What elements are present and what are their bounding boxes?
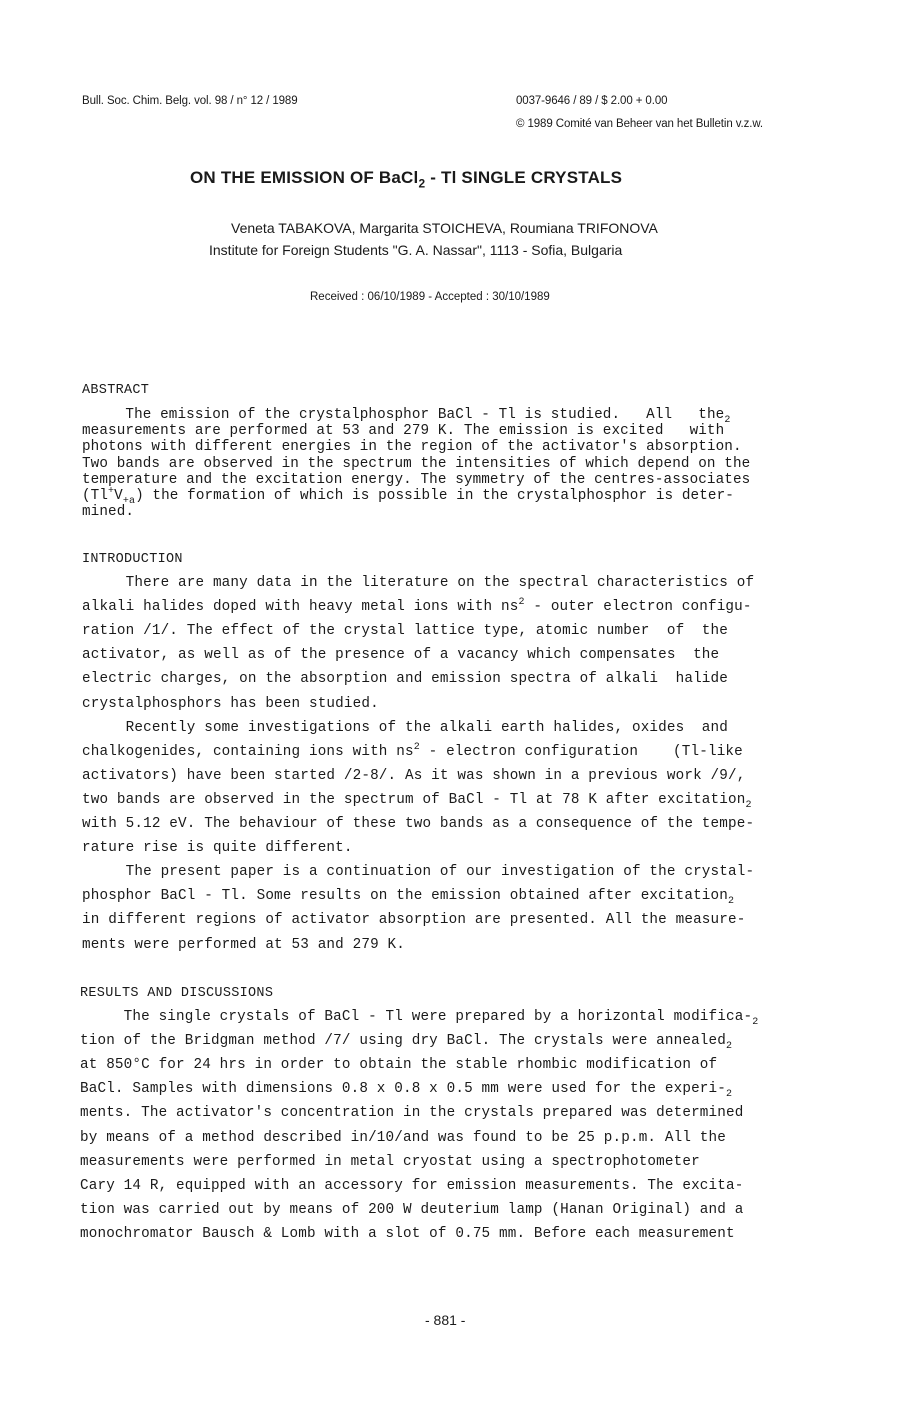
abstract-heading: ABSTRACT — [82, 383, 150, 398]
text-fragment: BaCl — [80, 1081, 115, 1098]
text-line — [82, 888, 735, 908]
title-pre: ON THE EMISSION OF BaCl — [190, 168, 419, 187]
text-line — [82, 575, 754, 591]
text-line — [82, 423, 724, 439]
text-fragment: activator, as well as of the presence of a vacancy which compensates the — [82, 647, 720, 664]
text-line — [80, 1130, 726, 1146]
text-fragment: electric charges, on the absorption and emission spectra of alkali halide — [82, 671, 728, 688]
text-line — [80, 1081, 733, 1101]
text-line — [82, 488, 734, 510]
text-fragment: two bands are observed in the spectrum of BaCl — [82, 791, 484, 808]
text-line — [80, 1105, 743, 1121]
text-fragment: - Tl is studied. All the — [472, 407, 725, 423]
text-fragment: . Samples with dimensions 0.8 x 0.8 x 0.5 mm were used for the experi- — [114, 1081, 726, 1098]
issn-price: 0037-9646 / 89 / $ 2.00 + 0.00 — [516, 95, 668, 107]
text-fragment: at 850°C for 24 hrs in order to obtain the stable rhombic modification of — [80, 1057, 718, 1074]
text-fragment: Two bands are observed in the spectrum the intensities of which depend on the — [82, 455, 751, 472]
text-fragment: The present paper is a continuation of our investigation of the crystal- — [82, 864, 755, 881]
text-fragment: 2 — [726, 1040, 733, 1052]
text-line — [82, 816, 754, 832]
text-fragment: + — [108, 486, 115, 498]
text-fragment: 2 — [724, 414, 731, 426]
text-fragment: chalkogenides, containing ions with ns — [82, 743, 414, 760]
text-fragment: tion of the Bridgman method /7/ using dry BaCl — [80, 1033, 482, 1050]
text-fragment: phosphor BaCl — [82, 888, 196, 905]
text-fragment: temperature and the excitation energy. The symmetry of the centres-associates — [82, 471, 751, 488]
text-line — [82, 439, 742, 455]
text-line — [80, 1202, 743, 1218]
text-line — [82, 407, 731, 426]
text-fragment: mined. — [82, 504, 135, 521]
text-fragment: ments were performed at 53 and 279 K. — [82, 936, 405, 953]
text-line — [80, 1226, 735, 1242]
text-fragment: - outer electron configu- — [524, 599, 752, 616]
text-line — [82, 647, 719, 663]
text-fragment: The emission of the crystalphosphor BaCl — [82, 407, 473, 423]
text-line — [82, 768, 745, 784]
text-fragment: ) the formation of which is possible in the crystalphosphor is deter- — [135, 488, 734, 504]
affiliation: Institute for Foreign Students "G. A. Nassar", 1113 - Sofia, Bulgaria — [209, 242, 623, 258]
title-post: - Tl SINGLE CRYSTALS — [425, 168, 623, 187]
text-fragment: - Tl were prepared by a horizontal modifica- — [359, 1009, 753, 1025]
text-fragment: alkali halides doped with heavy metal ions with ns — [82, 599, 519, 616]
text-line — [82, 696, 379, 712]
text-line — [82, 472, 750, 488]
text-fragment: crystalphosphors has been studied. — [82, 695, 379, 712]
text-fragment: . The crystals were annealed — [481, 1033, 726, 1050]
text-fragment: (Tl — [82, 488, 109, 504]
text-fragment: 2 — [518, 597, 525, 609]
text-fragment: + — [122, 495, 129, 507]
authors: Veneta TABAKOVA, Margarita STOICHEVA, Roumiana TRIFONOVA — [231, 220, 658, 236]
text-fragment: - Tl at 78 K after excitation — [483, 791, 746, 808]
text-line — [82, 720, 728, 736]
text-fragment: measurements were performed in metal cryostat using a spectrophotometer — [80, 1153, 700, 1170]
text-fragment: - electron configuration (Tl-like — [419, 743, 743, 760]
text-fragment: monochromator Bausch & Lomb with a slot of 0.75 mm. Before each measurement — [80, 1225, 735, 1242]
text-line — [82, 864, 754, 880]
text-line — [82, 912, 745, 928]
text-fragment: 2 — [413, 741, 420, 753]
text-line — [80, 1009, 759, 1028]
copyright-notice: © 1989 Comité van Beheer van het Bulletin v.z.w. — [516, 118, 764, 130]
text-fragment: ration /1/. The effect of the crystal lattice type, atomic number of the — [82, 623, 728, 640]
text-line — [82, 623, 728, 639]
results-heading: RESULTS AND DISCUSSIONS — [80, 986, 274, 1001]
text-line — [82, 456, 750, 472]
text-fragment: 2 — [752, 1016, 759, 1028]
text-fragment: by means of a method described in/10/and was found to be 25 p.p.m. All the — [80, 1129, 726, 1146]
text-line — [82, 599, 752, 615]
text-line — [80, 1033, 733, 1052]
text-fragment: There are many data in the literature on the spectral characteristics of — [82, 575, 755, 591]
paper-title — [190, 168, 623, 191]
journal-citation: Bull. Soc. Chim. Belg. vol. 98 / n° 12 / 1989 — [82, 95, 298, 107]
text-fragment: measurements are performed at 53 and 279 K. The emission is excited with — [82, 423, 725, 440]
text-fragment: rature rise is quite different. — [82, 840, 353, 857]
text-fragment: 2 — [728, 896, 735, 908]
text-fragment: The single crystals of BaCl — [80, 1009, 360, 1025]
text-fragment: Cary 14 R, equipped with an accessory for emission measurements. The excita- — [80, 1177, 744, 1194]
text-fragment: V — [114, 488, 123, 504]
text-fragment: 2 — [726, 1089, 733, 1101]
text-line — [80, 1154, 700, 1170]
title-sub: 2 — [418, 176, 426, 191]
text-fragment: with 5.12 eV. The behaviour of these two bands as a consequence of the tempe- — [82, 816, 755, 832]
text-line — [82, 504, 134, 520]
received-accepted-dates: Received : 06/10/1989 - Accepted : 30/10/1989 — [310, 291, 550, 303]
text-line — [80, 1178, 743, 1194]
text-line — [82, 671, 728, 687]
text-fragment: - Tl. Some results on the emission obtained after excitation — [195, 888, 728, 905]
text-fragment: Recently some investigations of the alkali earth halides, oxides and — [82, 719, 728, 736]
text-line — [82, 840, 353, 856]
text-line — [82, 791, 752, 811]
text-fragment: activators) have been started /2-8/. As it was shown in a previous work /9/, — [82, 767, 746, 784]
text-fragment: photons with different energies in the region of the activator's absorption. — [82, 439, 742, 456]
text-line — [82, 937, 405, 953]
text-line — [80, 1057, 717, 1073]
introduction-heading: INTRODUCTION — [82, 552, 183, 567]
text-fragment: 2 — [745, 799, 752, 811]
text-fragment: ments. The activator's concentration in the crystals prepared was determined — [80, 1105, 744, 1122]
text-line — [82, 741, 743, 760]
text-fragment: tion was carried out by means of 200 W deuterium lamp (Hanan Original) and a — [80, 1201, 744, 1218]
page-number: - 881 - — [425, 1312, 466, 1328]
text-fragment: in different regions of activator absorption are presented. All the measure- — [82, 912, 746, 929]
text-fragment: a — [128, 495, 136, 507]
